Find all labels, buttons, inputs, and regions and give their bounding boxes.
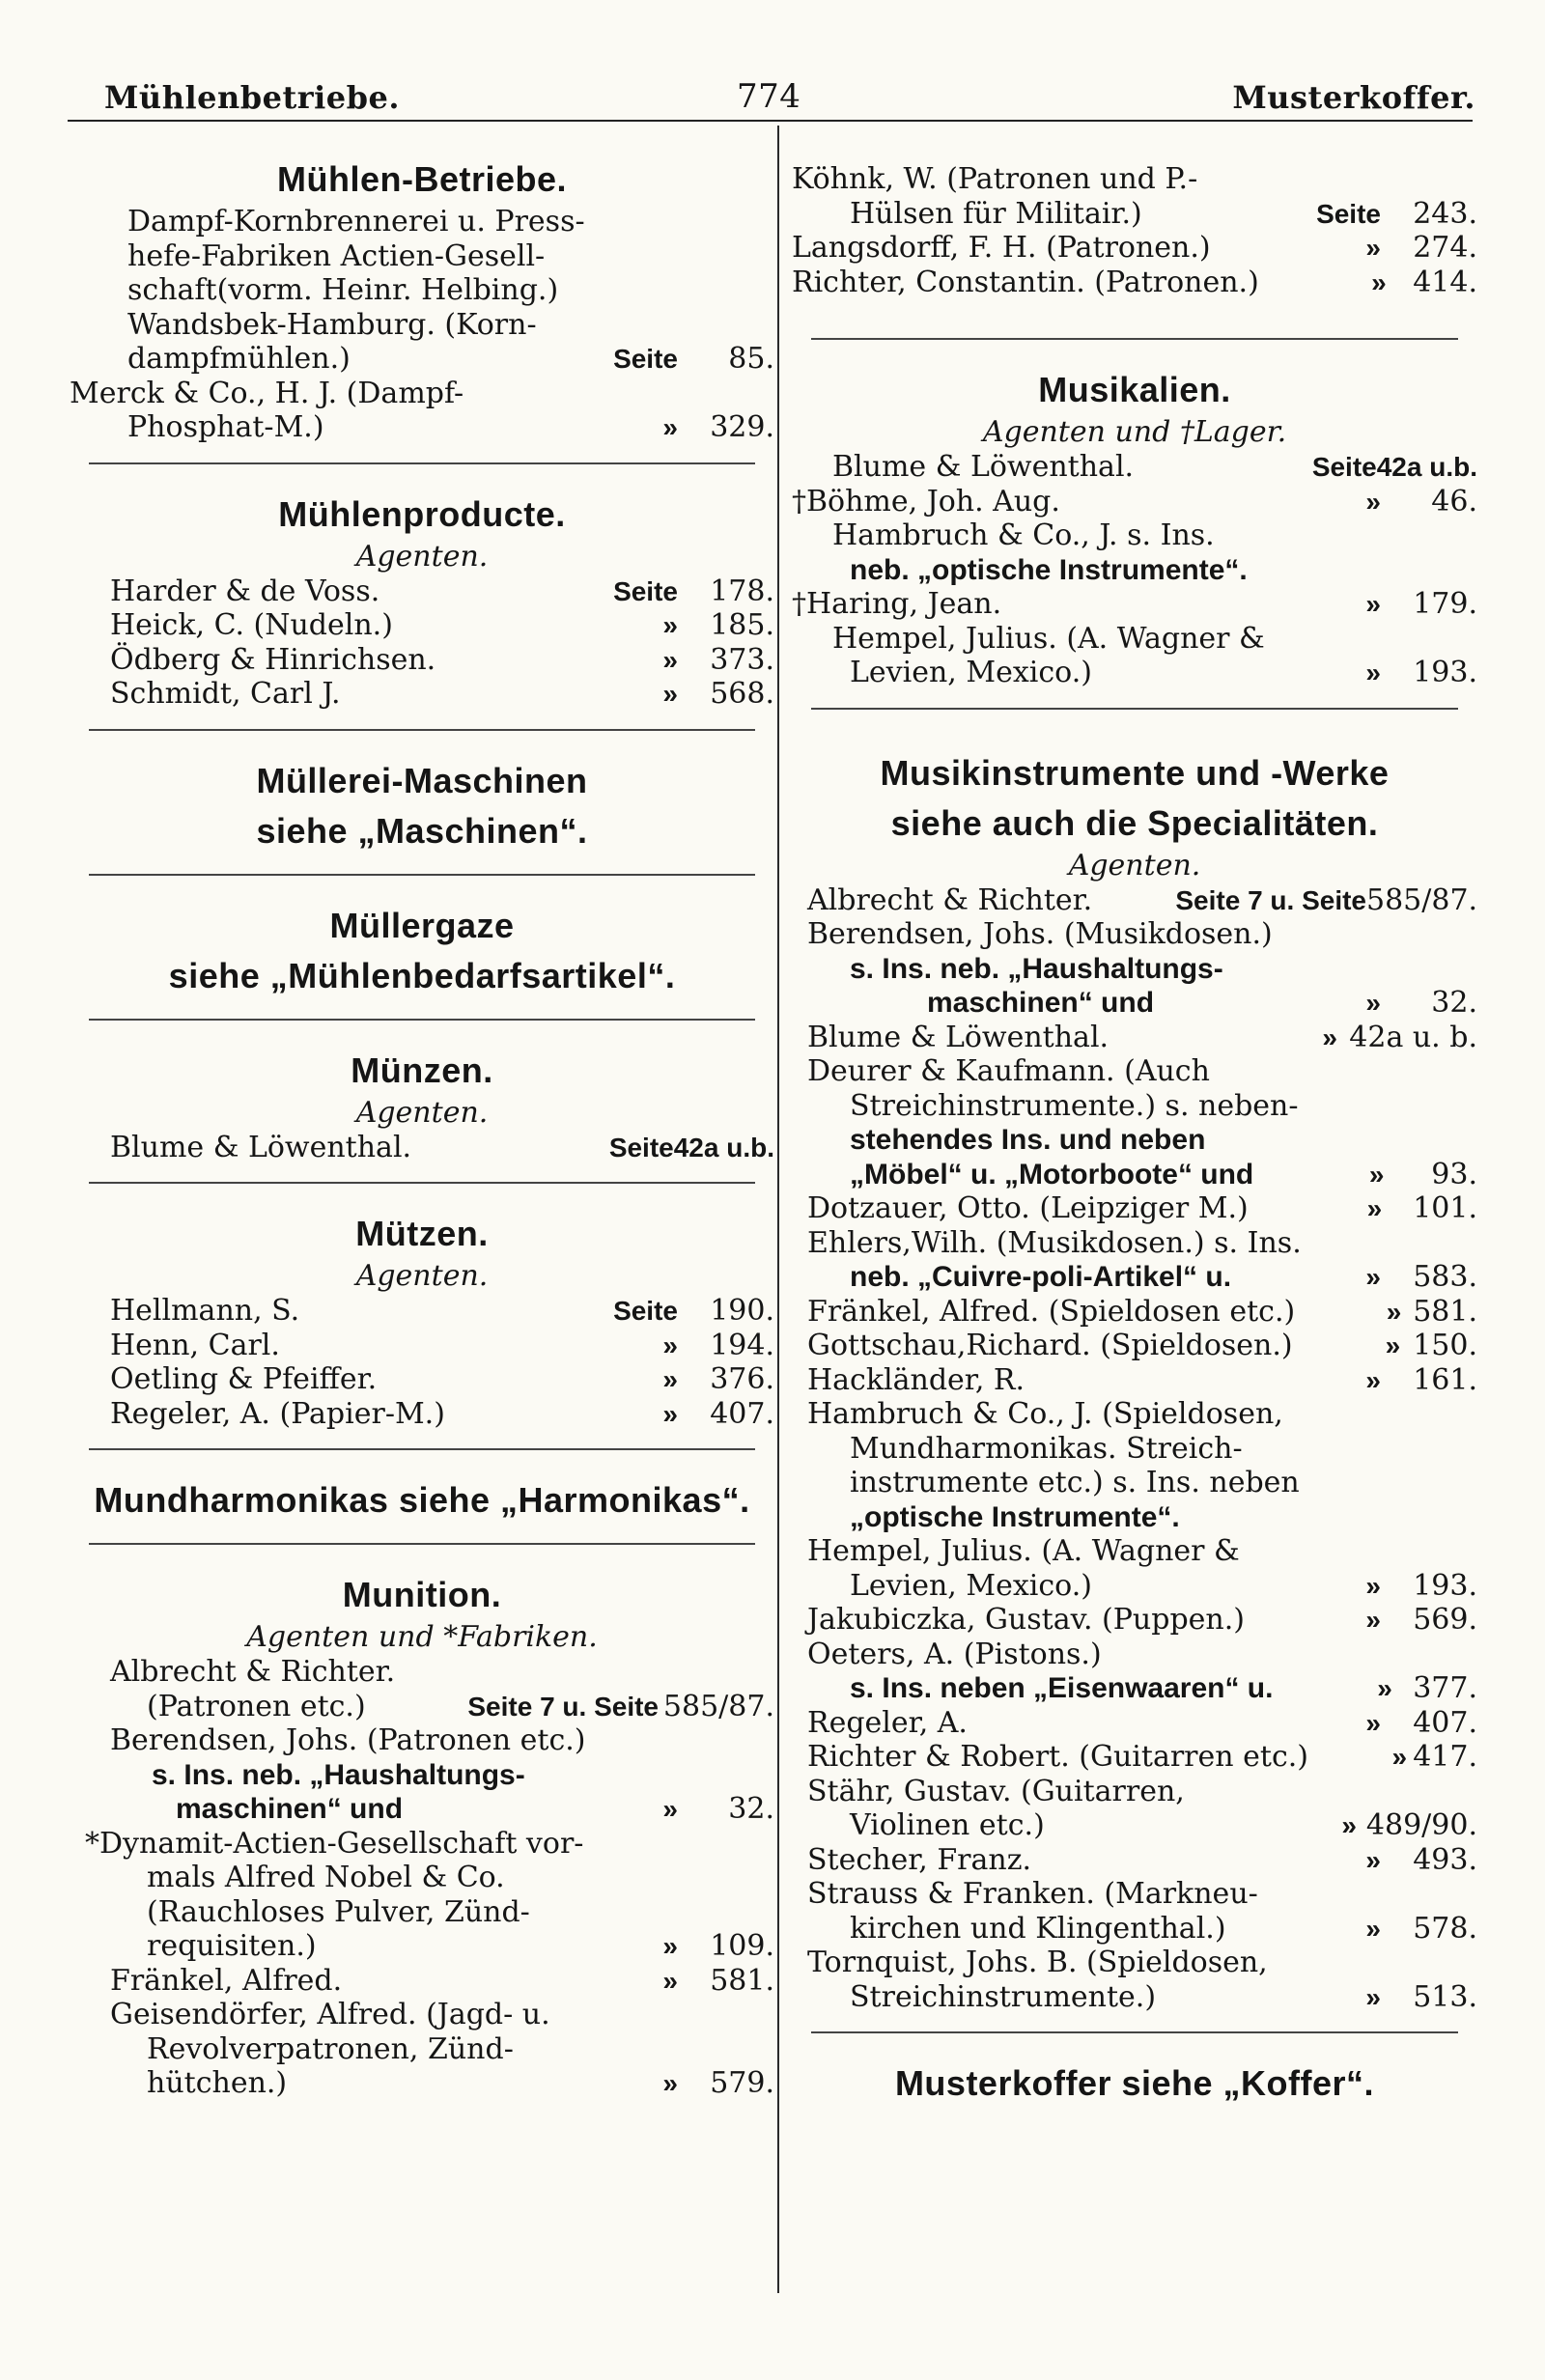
entry-text: Köhnk, W. (Patronen und P.- bbox=[792, 162, 1198, 196]
entry-text: maschinen“ und bbox=[176, 1793, 404, 1825]
entry-line bbox=[70, 2032, 774, 2067]
section-title: Müllerei-Maschinen bbox=[256, 760, 588, 800]
entry-text: Dotzauer, Otto. (Leipziger M.) bbox=[807, 1191, 1249, 1225]
section-title: Mützen. bbox=[355, 1214, 489, 1253]
entry-text: Levien, Mexico.) bbox=[850, 1568, 1092, 1603]
entry-text: Violinen etc.) bbox=[850, 1808, 1045, 1842]
entry-text: Gottschau,Richard. (Spieldosen.) bbox=[807, 1329, 1293, 1362]
entry-text: Hambruch & Co., J. s. Ins. bbox=[832, 518, 1215, 552]
entry-text: Phosphat-M.) bbox=[127, 410, 324, 444]
entry-text: Heick, C. (Nudeln.) bbox=[110, 608, 393, 642]
page-ref-label: Seite bbox=[613, 575, 678, 606]
entry-text: Oeters, A. (Pistons.) bbox=[807, 1637, 1102, 1671]
page-ref-label: » bbox=[1365, 233, 1381, 263]
page-ref-label: » bbox=[662, 610, 678, 640]
page-ref: 407. bbox=[1413, 1705, 1477, 1740]
page-ref: 193. bbox=[1413, 1568, 1477, 1603]
spacer bbox=[792, 735, 1477, 748]
entry-text: Streichinstrumente.) bbox=[850, 1979, 1157, 2014]
entry-text: Jakubiczka, Gustav. (Puppen.) bbox=[807, 1603, 1245, 1637]
page-ref: 417. bbox=[1413, 1740, 1477, 1774]
entry-text: schaft(vorm. Heinr. Helbing.) bbox=[127, 273, 559, 307]
page-ref-label: » bbox=[1365, 1913, 1381, 1944]
entry-text: Ehlers,Wilh. (Musikdosen.) s. Ins. bbox=[807, 1225, 1302, 1260]
section-title: Mühlenproducte. bbox=[278, 493, 566, 534]
page-ref: 109. bbox=[710, 1929, 774, 1963]
page-ref: 373. bbox=[710, 642, 774, 677]
entry-line bbox=[792, 587, 1477, 622]
entry-line bbox=[792, 656, 1477, 690]
entry-text: Stähr, Gustav. (Guitarren, bbox=[807, 1774, 1185, 1808]
entry-line bbox=[792, 1089, 1477, 1124]
section-title: Musikalien. bbox=[1038, 370, 1231, 409]
entry-text: Blume & Löwenthal. bbox=[832, 450, 1135, 484]
page-ref-label: » bbox=[1365, 1605, 1381, 1635]
entry-line bbox=[792, 986, 1477, 1021]
entry-line bbox=[792, 1158, 1477, 1192]
entry-line bbox=[70, 1861, 774, 1895]
page-ref-label: » bbox=[1385, 1330, 1401, 1360]
page-ref: 581. bbox=[1413, 1294, 1477, 1329]
page-ref-label: » bbox=[1377, 1673, 1392, 1703]
entry-text: Revolverpatronen, Zünd- bbox=[147, 2031, 514, 2066]
entry-line bbox=[70, 410, 774, 445]
entry-line bbox=[792, 1123, 1477, 1158]
entry-text: kirchen und Klingenthal.) bbox=[850, 1911, 1226, 1946]
entry-text: hütchen.) bbox=[147, 2066, 288, 2100]
page-ref-label: » bbox=[1365, 1570, 1381, 1601]
page-ref-label: » bbox=[1371, 266, 1387, 297]
entry-text: hefe-Fabriken Actien-Gesell- bbox=[127, 238, 546, 273]
entry-line bbox=[70, 608, 774, 643]
entry-text: Deurer & Kaufmann. (Auch bbox=[807, 1054, 1210, 1088]
entry-line bbox=[792, 1808, 1477, 1843]
entry-line bbox=[70, 1397, 774, 1432]
entry-line bbox=[70, 574, 774, 609]
page-ref: 329. bbox=[710, 410, 774, 444]
entry-line bbox=[70, 205, 774, 239]
section-title: Mundharmonikas siehe „Harmonikas“. bbox=[94, 1480, 750, 1520]
entry-line bbox=[792, 952, 1477, 987]
entry-line bbox=[792, 1569, 1477, 1604]
section-divider bbox=[811, 708, 1458, 710]
entry-line bbox=[792, 1740, 1477, 1775]
entry-line bbox=[792, 231, 1477, 266]
page-ref: 376. bbox=[710, 1362, 774, 1396]
entry-line bbox=[792, 1671, 1477, 1706]
entry-text: Henn, Carl. bbox=[110, 1328, 280, 1362]
page-ref: 579. bbox=[710, 2066, 774, 2100]
entry-text: Hempel, Julius. (A. Wagner & bbox=[807, 1534, 1240, 1568]
entry-line bbox=[70, 643, 774, 678]
entry-text: Wandsbek-Hamburg. (Korn- bbox=[127, 307, 537, 342]
page-ref: 377. bbox=[1413, 1671, 1477, 1705]
entry-line bbox=[70, 677, 774, 712]
entry-text: *Dynamit-Actien-Gesellschaft vor- bbox=[85, 1826, 584, 1861]
page-ref-label: » bbox=[662, 1398, 678, 1429]
section-divider bbox=[89, 1543, 755, 1545]
page-ref-label: Seite42a u.b. bbox=[1311, 452, 1477, 482]
page-ref: 185. bbox=[710, 608, 774, 642]
section-subtitle: Agenten. bbox=[355, 539, 489, 574]
entry-line bbox=[792, 1295, 1477, 1330]
entry-line bbox=[70, 1655, 774, 1690]
entry-text: „Möbel“ u. „Motorboote“ und bbox=[850, 1158, 1254, 1190]
page-ref-label: Seite bbox=[613, 344, 678, 374]
entry-line bbox=[792, 1877, 1477, 1912]
page-ref-label: Seite 7 u. Seite bbox=[1175, 884, 1366, 915]
section-divider bbox=[89, 874, 755, 876]
page-ref-label: » bbox=[1386, 1296, 1402, 1327]
entry-line bbox=[70, 273, 774, 308]
page-ref-label: » bbox=[1322, 1022, 1337, 1052]
section-title: Müllergaze bbox=[329, 905, 515, 945]
entry-text: Berendsen, Johs. (Musikdosen.) bbox=[807, 917, 1273, 951]
entry-line bbox=[792, 1500, 1477, 1535]
entry-text: „optische Instrumente“. bbox=[850, 1500, 1180, 1533]
entry-line bbox=[792, 266, 1477, 300]
entry-line bbox=[792, 1466, 1477, 1500]
section-divider bbox=[811, 2031, 1458, 2033]
entry-line bbox=[70, 1964, 774, 1999]
page-ref-label: » bbox=[1365, 589, 1381, 619]
page-ref: 179. bbox=[1413, 587, 1477, 621]
entry-line bbox=[792, 518, 1477, 553]
entry-line bbox=[70, 1723, 774, 1758]
page-ref: 193. bbox=[1413, 656, 1477, 689]
entry-text: Hülsen für Militair.) bbox=[850, 196, 1142, 231]
page-ref: 274. bbox=[1413, 231, 1477, 265]
entry-text: Albrecht & Richter. bbox=[807, 882, 1093, 917]
section-title: siehe „Mühlenbedarfsartikel“. bbox=[168, 955, 676, 995]
page-ref: 178. bbox=[710, 574, 774, 608]
page-ref-label: Seite bbox=[1316, 198, 1381, 229]
entry-line bbox=[792, 1432, 1477, 1467]
entry-text: Regeler, A. bbox=[807, 1705, 968, 1740]
entry-text: Streichinstrumente.) s. neben- bbox=[850, 1088, 1299, 1123]
page-ref-label: » bbox=[662, 2068, 678, 2098]
page-header bbox=[104, 70, 1475, 116]
page-ref: 85. bbox=[728, 342, 774, 376]
page-ref: 150. bbox=[1413, 1329, 1477, 1362]
entry-text: Regeler, A. (Papier-M.) bbox=[110, 1396, 445, 1431]
section-subtitle: Agenten. bbox=[1068, 848, 1201, 882]
page-ref-label: Seite 7 u. Seite bbox=[467, 1691, 659, 1722]
entry-text: Fränkel, Alfred. bbox=[110, 1963, 343, 1998]
page-ref-label: » bbox=[1365, 658, 1381, 687]
entry-line bbox=[792, 1260, 1477, 1295]
section-title: Musikinstrumente und -Werke bbox=[880, 752, 1390, 793]
entry-line bbox=[792, 1329, 1477, 1363]
column-divider bbox=[777, 126, 779, 2293]
page-ref-label: » bbox=[662, 1931, 678, 1961]
entry-text: neb. „Cuivre-poli-Artikel“ u. bbox=[850, 1261, 1232, 1293]
page-ref-label: Seite42a u.b. bbox=[608, 1132, 774, 1162]
entry-line bbox=[70, 1998, 774, 2032]
entry-text: Geisendörfer, Alfred. (Jagd- u. bbox=[110, 1998, 550, 2031]
entry-line bbox=[70, 1690, 774, 1724]
entry-line bbox=[70, 1895, 774, 1930]
entry-text: Dampf-Kornbrennerei u. Press- bbox=[127, 205, 585, 238]
entry-text: mals Alfred Nobel & Co. bbox=[147, 1861, 505, 1894]
entry-text: Harder & de Voss. bbox=[110, 574, 380, 608]
entry-text: Hellmann, S. bbox=[110, 1294, 300, 1328]
page-ref: 93. bbox=[1431, 1157, 1477, 1191]
entry-text: maschinen“ und bbox=[927, 987, 1155, 1019]
entry-line bbox=[792, 1054, 1477, 1089]
page-ref: 513. bbox=[1413, 1979, 1477, 2014]
entry-line bbox=[792, 1534, 1477, 1569]
entry-text: s. Ins. neb. „Haushaltungs- bbox=[850, 952, 1223, 985]
entry-text: Oetling & Pfeiffer. bbox=[110, 1362, 378, 1396]
section-divider bbox=[811, 338, 1458, 340]
entry-text: dampfmühlen.) bbox=[127, 342, 351, 376]
entry-text: Fränkel, Alfred. (Spieldosen etc.) bbox=[807, 1294, 1296, 1329]
page-ref: 194. bbox=[710, 1328, 774, 1362]
page-ref-label: » bbox=[1365, 1844, 1381, 1875]
entry-line bbox=[70, 1294, 774, 1329]
page-ref: 243. bbox=[1413, 196, 1477, 231]
entry-text: requisiten.) bbox=[147, 1929, 317, 1963]
section-subtitle: Agenten. bbox=[355, 1259, 489, 1293]
entry-text: (Rauchloses Pulver, Zünd- bbox=[147, 1894, 530, 1929]
entry-line bbox=[70, 1362, 774, 1397]
page-ref: 32. bbox=[728, 1792, 774, 1826]
entry-text: Schmidt, Carl J. bbox=[110, 677, 341, 711]
header-rule bbox=[68, 120, 1473, 122]
entry-line bbox=[792, 1021, 1477, 1055]
entry-line bbox=[70, 1329, 774, 1363]
header-left-keyword: Mühlenbetriebe. bbox=[104, 79, 400, 116]
entry-line bbox=[792, 485, 1477, 519]
page-ref: 407. bbox=[710, 1396, 774, 1431]
entry-text: Tornquist, Johs. B. (Spieldosen, bbox=[807, 1946, 1268, 1979]
page-ref-label: » bbox=[1341, 1810, 1357, 1840]
entry-line bbox=[792, 1363, 1477, 1398]
entry-line bbox=[70, 1792, 774, 1827]
page-ref: 569. bbox=[1413, 1603, 1477, 1637]
entry-line bbox=[70, 1827, 774, 1862]
entry-line bbox=[792, 622, 1477, 657]
entry-text: Richter & Robert. (Guitarren etc.) bbox=[807, 1740, 1308, 1774]
page-ref-label: » bbox=[1365, 486, 1381, 517]
page-ref: 32. bbox=[1431, 986, 1477, 1020]
entry-line bbox=[792, 883, 1477, 918]
page-ref: 568. bbox=[710, 677, 774, 711]
page-ref: 489/90. bbox=[1365, 1808, 1477, 1842]
entry-text: Blume & Löwenthal. bbox=[807, 1020, 1110, 1054]
entry-line bbox=[792, 1603, 1477, 1638]
page-ref: 161. bbox=[1413, 1362, 1477, 1397]
entry-text: Hempel, Julius. (A. Wagner & bbox=[832, 621, 1265, 656]
section-subtitle: Agenten und †Lager. bbox=[982, 415, 1287, 449]
entry-line bbox=[792, 553, 1477, 588]
page-ref: 585/87. bbox=[662, 1689, 774, 1723]
page-ref-label: » bbox=[1365, 1364, 1381, 1395]
entry-line bbox=[792, 1397, 1477, 1432]
entry-text: Berendsen, Johs. (Patronen etc.) bbox=[110, 1723, 586, 1757]
section-subtitle: Agenten und *Fabriken. bbox=[246, 1620, 598, 1654]
entry-line bbox=[792, 162, 1477, 197]
entry-text: s. Ins. neben „Eisenwaaren“ u. bbox=[850, 1672, 1274, 1704]
entry-line bbox=[792, 917, 1477, 952]
entry-line bbox=[792, 1843, 1477, 1878]
page-ref-label: » bbox=[662, 644, 678, 675]
page-ref-label: » bbox=[1366, 1193, 1383, 1223]
entry-text: Albrecht & Richter. bbox=[110, 1655, 396, 1689]
entry-line bbox=[792, 197, 1477, 232]
entry-text: Stecher, Franz. bbox=[807, 1842, 1032, 1877]
entry-line bbox=[70, 1758, 774, 1793]
page-ref-label: » bbox=[1365, 1981, 1381, 2012]
page-ref-label: » bbox=[1365, 988, 1381, 1018]
entry-line bbox=[792, 1638, 1477, 1672]
entry-text: Hackländer, R. bbox=[807, 1362, 1025, 1397]
page-ref: 493. bbox=[1413, 1842, 1477, 1877]
header-right-keyword: Musterkoffer. bbox=[1232, 79, 1475, 116]
page-ref-label: » bbox=[1368, 1159, 1385, 1190]
entry-line bbox=[792, 1775, 1477, 1809]
section-title: siehe „Maschinen“. bbox=[256, 810, 588, 851]
right-column bbox=[792, 162, 1477, 2109]
entry-text: Strauss & Franken. (Markneu- bbox=[807, 1877, 1258, 1911]
entry-line bbox=[70, 342, 774, 377]
entry-text: Blume & Löwenthal. bbox=[110, 1130, 412, 1164]
entry-text: Merck & Co., H. J. (Dampf- bbox=[70, 376, 464, 410]
section-divider bbox=[89, 1448, 755, 1450]
entry-text: (Patronen etc.) bbox=[147, 1689, 366, 1723]
entry-line bbox=[792, 1912, 1477, 1946]
page-number: 774 bbox=[737, 77, 801, 116]
page-ref: 578. bbox=[1413, 1911, 1477, 1946]
page-ref-label: » bbox=[662, 1794, 678, 1824]
section-title: Münzen. bbox=[351, 1050, 493, 1090]
entry-text: instrumente etc.) s. Ins. neben bbox=[850, 1466, 1300, 1499]
section-divider bbox=[89, 462, 755, 464]
section-subtitle: Agenten. bbox=[355, 1095, 489, 1130]
page-ref-label: Seite bbox=[613, 1296, 678, 1326]
entry-line bbox=[70, 1131, 774, 1165]
entry-line bbox=[70, 308, 774, 343]
entry-text: Hambruch & Co., J. (Spieldosen, bbox=[807, 1397, 1283, 1431]
section-title: Munition. bbox=[342, 1575, 502, 1614]
page-ref-label: » bbox=[1365, 1707, 1381, 1738]
page-ref: 581. bbox=[710, 1963, 774, 1998]
entry-text: stehendes Ins. und neben bbox=[850, 1124, 1206, 1156]
page-ref-label: » bbox=[662, 1965, 678, 1996]
entry-line bbox=[792, 1706, 1477, 1741]
entry-line bbox=[70, 377, 774, 411]
section-divider bbox=[89, 729, 755, 731]
entry-text: Levien, Mexico.) bbox=[850, 656, 1092, 689]
entry-line bbox=[70, 2066, 774, 2101]
entry-text: †Haring, Jean. bbox=[792, 587, 1002, 621]
page-ref-label: » bbox=[1391, 1742, 1408, 1772]
page-ref-label: » bbox=[662, 412, 678, 442]
entry-text: Mundharmonikas. Streich- bbox=[850, 1431, 1243, 1466]
entry-line bbox=[792, 1226, 1477, 1261]
section-divider bbox=[89, 1019, 755, 1021]
page-ref-label: » bbox=[662, 1364, 678, 1394]
page-ref: 46. bbox=[1431, 484, 1477, 518]
entry-text: †Böhme, Joh. Aug. bbox=[792, 484, 1060, 518]
entry-text: Ödberg & Hinrichsen. bbox=[110, 642, 436, 677]
page-ref: 414. bbox=[1413, 265, 1477, 299]
entry-text: neb. „optische Instrumente“. bbox=[850, 553, 1248, 586]
section-title: Mühlen-Betriebe. bbox=[276, 159, 568, 199]
page-ref-label: » bbox=[1365, 1262, 1381, 1292]
section-divider bbox=[89, 1182, 755, 1184]
entry-line bbox=[792, 1980, 1477, 2015]
page-ref-label: » bbox=[662, 1330, 678, 1360]
left-column bbox=[70, 154, 774, 2101]
page-ref: 190. bbox=[710, 1294, 774, 1328]
entry-text: Langsdorff, F. H. (Patronen.) bbox=[792, 231, 1211, 265]
entry-text: Richter, Constantin. (Patronen.) bbox=[792, 265, 1259, 299]
page-ref: 585/87. bbox=[1366, 882, 1478, 917]
page-ref: 101. bbox=[1413, 1191, 1477, 1225]
section-title: Musterkoffer siehe „Koffer“. bbox=[894, 2063, 1375, 2103]
entry-text: s. Ins. neb. „Haushaltungs- bbox=[152, 1758, 525, 1791]
section-title: siehe auch die Specialitäten. bbox=[890, 802, 1379, 843]
page-ref: 42a u. b. bbox=[1349, 1020, 1477, 1054]
entry-line bbox=[792, 1191, 1477, 1226]
entry-line bbox=[792, 450, 1477, 485]
entry-line bbox=[70, 1929, 774, 1964]
page-ref-label: » bbox=[662, 679, 678, 709]
entry-line bbox=[70, 239, 774, 274]
entry-line bbox=[792, 1946, 1477, 1980]
page-ref: 583. bbox=[1413, 1260, 1477, 1294]
